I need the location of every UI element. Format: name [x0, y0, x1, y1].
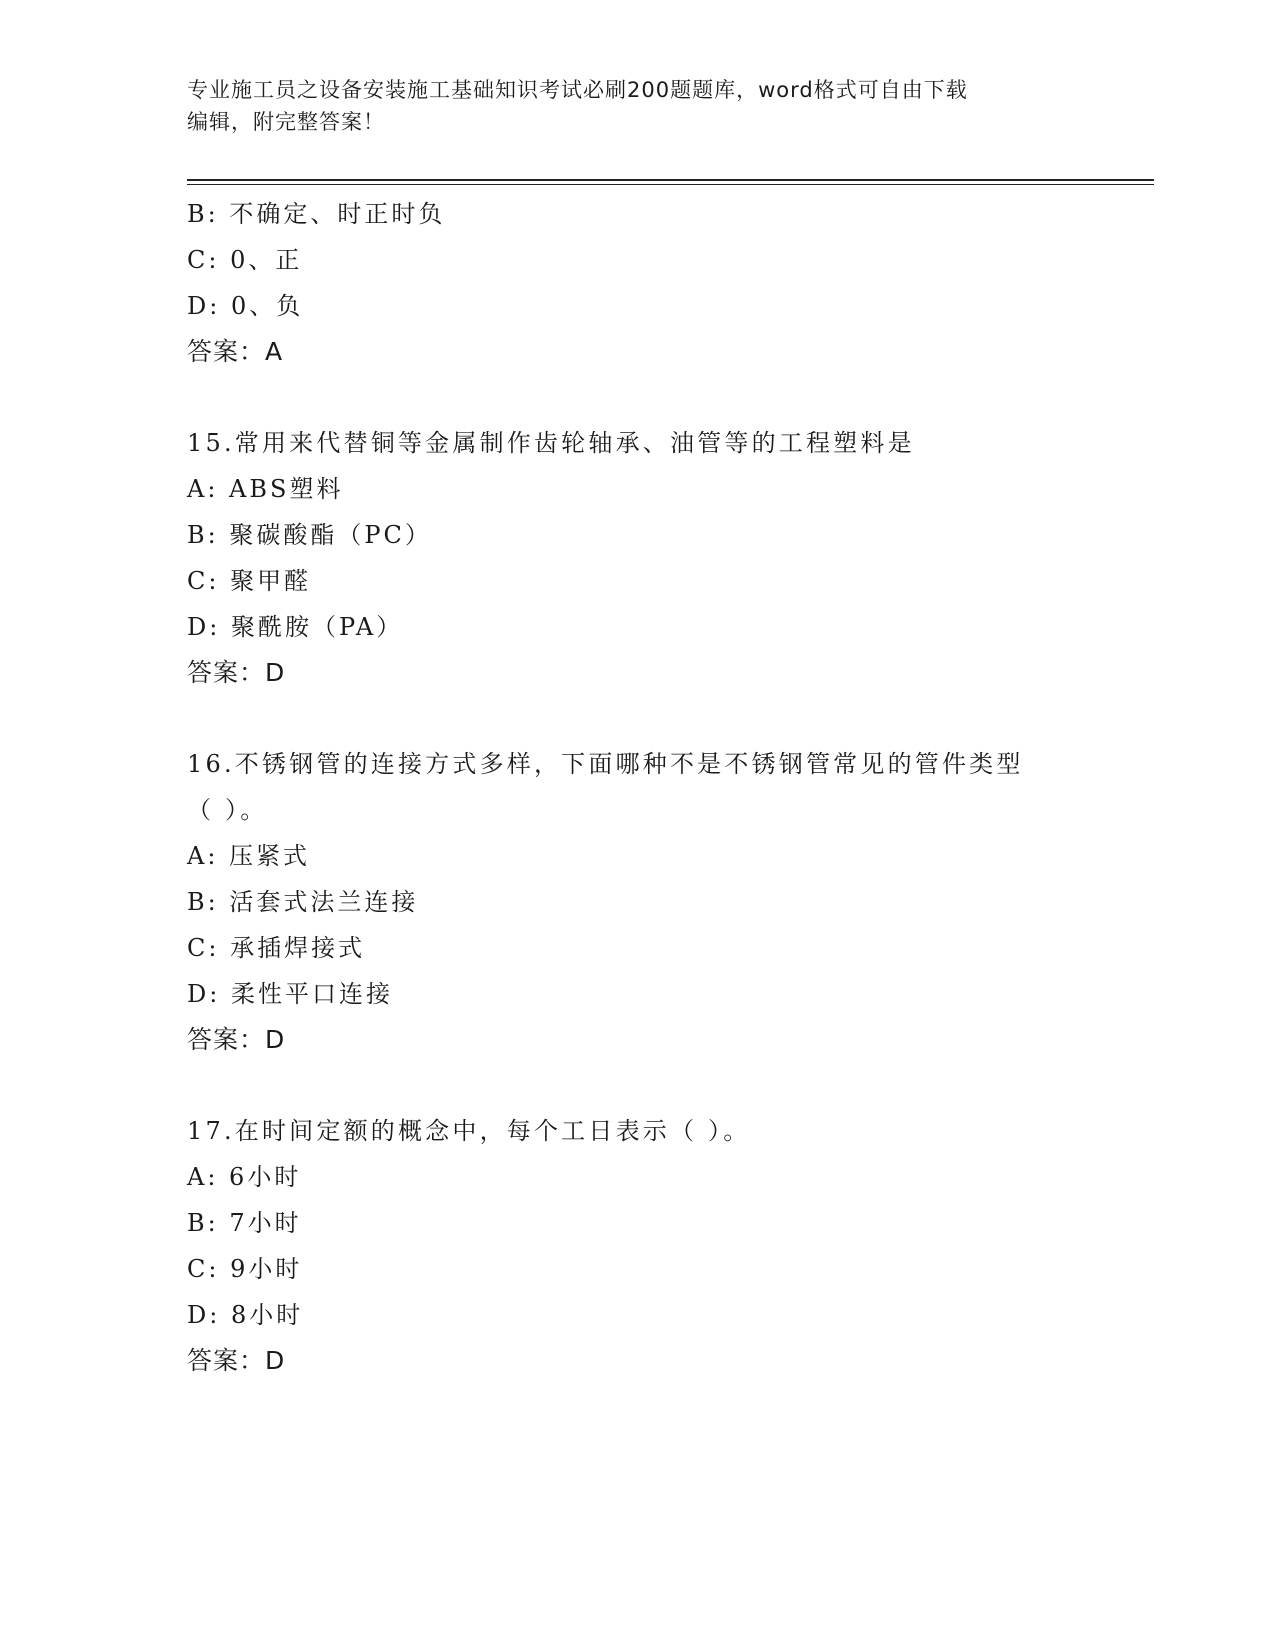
option-d: D: 柔性平口连接 — [187, 980, 393, 1008]
option-b: B: 7小时 — [187, 1209, 302, 1237]
header-line-2: 编辑，附完整答案！ — [187, 110, 385, 134]
answer-line: 答案：A — [187, 337, 284, 366]
question-14-continued — [187, 191, 1087, 375]
header-line-1: 专业施工员之设备安装施工基础知识考试必刷200题题库，word格式可自由下载 — [187, 78, 968, 102]
question-stem: 17.在时间定额的概念中，每个工日表示（ ）。 — [187, 1117, 751, 1145]
option-a: A: 压紧式 — [187, 842, 311, 870]
answer-line: 答案：D — [187, 658, 286, 687]
option-c: C: 聚甲醛 — [187, 567, 312, 595]
question-15 — [187, 420, 1087, 696]
option-b: B: 不确定、时正时负 — [187, 200, 446, 228]
question-stem-continued: （ ）。 — [187, 796, 268, 824]
option-b: B: 聚碳酸酯（PC） — [187, 521, 432, 549]
header-divider-thin — [187, 184, 1154, 185]
question-16 — [187, 741, 1087, 1063]
option-b: B: 活套式法兰连接 — [187, 888, 419, 916]
option-d: D: 8小时 — [187, 1301, 304, 1329]
option-d: D: 0、负 — [187, 292, 304, 320]
document-header — [187, 74, 1087, 138]
question-stem: 15.常用来代替铜等金属制作齿轮轴承、油管等的工程塑料是 — [187, 429, 915, 457]
question-stem: 16.不锈钢管的连接方式多样，下面哪种不是不锈钢管常见的管件类型 — [187, 750, 1024, 778]
answer-line: 答案：D — [187, 1346, 286, 1375]
header-divider — [187, 179, 1154, 181]
option-a: A: ABS塑料 — [187, 475, 344, 503]
option-c: C: 承插焊接式 — [187, 934, 366, 962]
question-17 — [187, 1108, 1087, 1384]
option-c: C: 9小时 — [187, 1255, 303, 1283]
option-a: A: 6小时 — [187, 1163, 302, 1191]
question-list — [187, 191, 1087, 1384]
answer-line: 答案：D — [187, 1025, 286, 1054]
option-d: D: 聚酰胺（PA） — [187, 613, 404, 641]
option-c: C: 0、正 — [187, 246, 303, 274]
